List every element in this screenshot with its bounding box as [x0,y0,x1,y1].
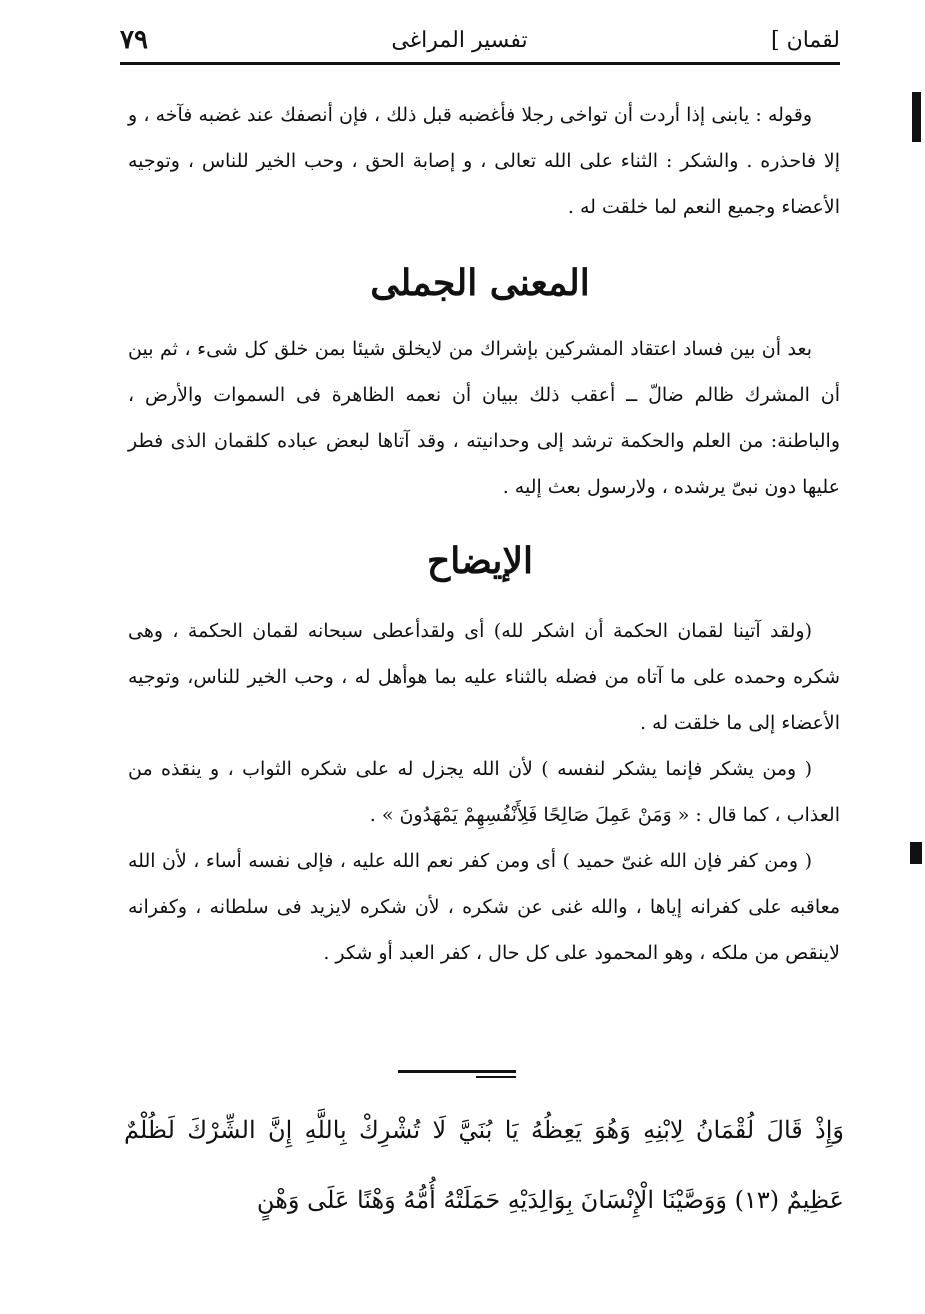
page-header [120,22,840,58]
heading-explanation: الإيضاح [427,540,533,582]
explanation-paragraph: (ولقد آتينا لقمان الحكمة أن اشكر لله) أى ولقدأعطى سبحانه لقمان الحكمة ، وهى شكره وحمده على ما آتاه من فضله بالثناء عليه بما هوأهل له ، وحب الخير للناس، وتوجيه الأعضاء إلى ما خلقت له . [128,620,840,734]
quran-verse: وَإِذْ قَالَ لُقْمَانُ لِابْنِهِ وَهُوَ يَعِظُهُ يَا بُنَيَّ لَا تُشْرِكْ بِاللَّهِ إِنَّ الشِّرْكَ لَظُلْمٌ عَظِيمٌ (١٣) وَوَصَّيْنَا الْإِنْسَانَ بِوَالِدَيْهِ حَمَلَتْهُ أُمُّهُ وَهْنًا عَلَى وَهْنٍ [124,1116,844,1214]
scan-edge-mark [912,92,921,142]
general-meaning-paragraph: بعد أن بين فساد اعتقاد المشركين بإشراك من لايخلق شيئا بمن خلق كل شىء ، ثم بين أن المشرك ظالم ضالّ ــ أعقب ذلك ببيان أن نعمه الظاهرة فى السموات والأرض ، والباطنة: من العلم والحكمة ترشد إلى وحدانيته ، وقد آتاها لبعض عباده كلقمان الذى فطر عليها دون نبىّ يرشده ، ولارسول بعث إليه . [128,338,840,498]
intro-paragraph: وقوله : يابنى إذا أردت أن تواخى رجلا فأغضبه قبل ذلك ، فإن أنصفك عند غضبه فآخه ، و إلا فاحذره . والشكر : الثناء على الله تعالى ، و إصابة الحق ، وحب الخير للناس ، وتوجيه الأعضاء وجميع النعم لما خلقت له . [128,104,840,218]
general-meaning-block [128,326,840,510]
page-number: ٧٩ [120,25,148,55]
heading-general-meaning: المعنى الجملى [370,262,590,304]
surah-name: لقمان ] [771,27,840,53]
explanation-paragraph: ( ومن يشكر فإنما يشكر لنفسه ) لأن الله يجزل له على شكره الثواب ، و ينقذه من العذاب ، كما قال : « وَمَنْ عَمِلَ صَالِحًا فَلِأَنْفُسِهِمْ يَمْهَدُونَ » . [128,758,840,826]
book-title: تفسير المراغى [391,27,528,53]
scan-edge-mark [910,842,922,864]
explanation-block [128,608,840,976]
header-rule [120,62,840,65]
section-divider-short [476,1076,516,1078]
section-divider [398,1070,516,1073]
intro-block [128,92,840,230]
explanation-paragraph: ( ومن كفر فإن الله غنىّ حميد ) أى ومن كفر نعم الله عليه ، فإلى نفسه أساء ، لأن الله معاقبه على كفرانه إياها ، والله غنى عن شكره ، لأن شكره لايزيد فى سلطانه ، وكفرانه لاينقص من ملكه ، وهو المحمود على كل حال ، كفر العبد أو شكر . [128,850,840,964]
